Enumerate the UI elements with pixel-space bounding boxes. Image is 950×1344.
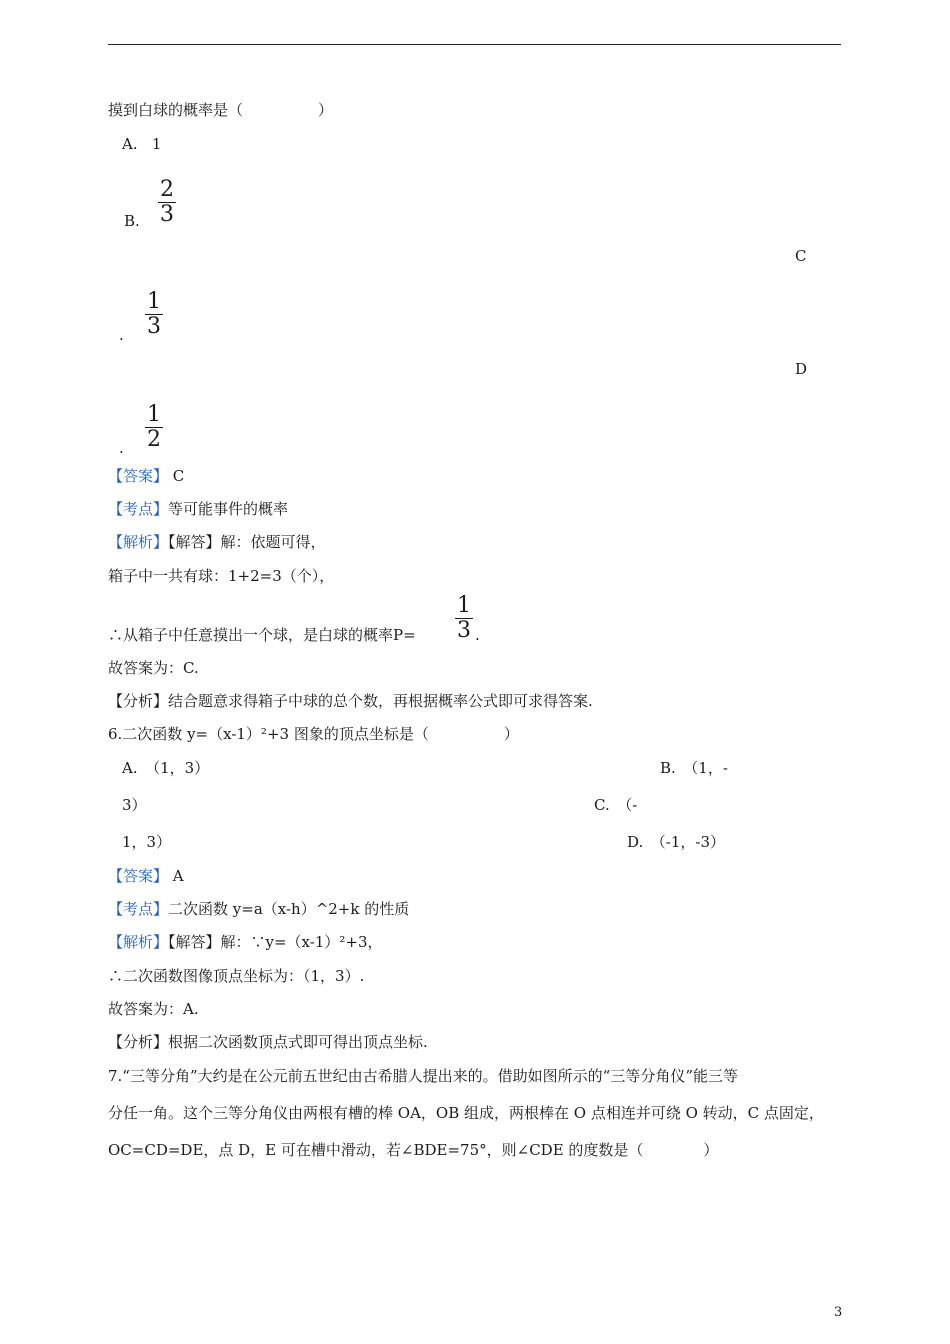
- kaodian-tag: 【考点】: [108, 500, 169, 518]
- q5-option-b-label: B.: [124, 212, 140, 230]
- fraction-denominator: 2: [147, 427, 161, 452]
- answer-tag: 【答案】: [108, 867, 169, 885]
- q6-solution-line-2: 故答案为：A.: [108, 1000, 199, 1018]
- kaodian-text: 二次函数 y=a（x-h）^2+k 的性质: [168, 900, 410, 918]
- fraction-denominator: 3: [147, 314, 161, 339]
- q6-stem: 6.二次函数 y=（x-1）²+3 图象的顶点坐标是（ ）: [108, 725, 519, 743]
- jiexi-text: 【解答】解：依题可得，: [168, 533, 326, 551]
- q5-option-c-label: C: [795, 247, 807, 265]
- q6-jiexi: [108, 932, 383, 952]
- page-number: 3: [834, 1305, 843, 1320]
- q5-solution-line-2: [108, 625, 416, 645]
- kaodian-text: 等可能事件的概率: [168, 500, 289, 518]
- q5-solution-line-1: 箱子中一共有球：1+2=3（个），: [108, 567, 335, 585]
- fraction-denominator: 3: [160, 202, 174, 227]
- q6-option-a: A. （1，3）: [122, 759, 210, 777]
- fraction-numerator: 1: [147, 289, 161, 314]
- q7-stem-line-2: 分任一角。这个三等分角仪由两根有槽的棒 OA，OB 组成，两根棒在 O 点相连并可绕 O 转动，C 点固定，: [108, 1104, 824, 1122]
- jiexi-text: 【解答】解：∵y=（x-1）²+3，: [168, 933, 383, 951]
- header-rule: [108, 44, 841, 45]
- option-label: A.: [122, 135, 138, 153]
- kaodian-tag: 【考点】: [108, 900, 169, 918]
- q5-solution-period: .: [475, 626, 480, 644]
- option-value: 1: [151, 135, 162, 153]
- fraction-numerator: 1: [457, 593, 471, 618]
- q5-stem-tail: 摸到白球的概率是（ ）: [108, 101, 334, 119]
- q6-option-d: D. （-1，-3）: [627, 833, 725, 851]
- q5-solution-line-3: 故答案为：C.: [108, 659, 199, 677]
- fraction-denominator: 3: [457, 618, 471, 643]
- q6-answer: [108, 866, 184, 886]
- q6-option-b-part2: 3）: [122, 796, 147, 814]
- q5-option-d-fraction: [142, 404, 166, 451]
- q6-option-c-part2: 1，3）: [122, 833, 172, 851]
- jiexi-tag: 【解析】: [108, 533, 169, 551]
- answer-value: C: [168, 467, 185, 485]
- q5-answer: [108, 466, 184, 486]
- q5-option-d-label: D: [795, 360, 808, 378]
- answer-tag: 【答案】: [108, 467, 169, 485]
- fraction-numerator: 1: [147, 402, 161, 427]
- q7-stem-line-1: 7.“三等分角”大约是在公元前五世纪由古希腊人提出来的。借助如图所示的“三等分角仪”能三等: [108, 1067, 738, 1085]
- fraction-numerator: 2: [160, 177, 174, 202]
- jiexi-tag: 【解析】: [108, 933, 169, 951]
- q5-option-c-fraction: [142, 291, 166, 338]
- q5-option-c-dot: .: [119, 326, 124, 344]
- q5-option-d-dot: .: [119, 439, 124, 457]
- q5-solution-fraction: [452, 595, 476, 642]
- answer-value: A: [168, 867, 184, 885]
- q7-stem-line-3: OC=CD=DE，点 D，E 可在槽中滑动，若∠BDE=75°，则∠CDE 的度数是（ ）: [108, 1141, 719, 1159]
- q6-fenxi: 【分析】根据二次函数顶点式即可得出顶点坐标.: [108, 1033, 428, 1051]
- q5-jiexi: [108, 532, 326, 552]
- q5-fenxi: 【分析】结合题意求得箱子中球的总个数，再根据概率公式即可求得答案.: [108, 692, 593, 710]
- q5-option-b-fraction: [155, 179, 179, 226]
- q6-option-c-part1: C. （-: [594, 796, 638, 814]
- q5-kaodian: [108, 499, 288, 519]
- q5-option-a: [122, 134, 161, 154]
- q6-kaodian: [108, 899, 409, 919]
- q6-option-b-part1: B. （1，-: [660, 759, 728, 777]
- solution-text: ∴从箱子中任意摸出一个球，是白球的概率P=: [108, 626, 416, 644]
- q6-solution-line-1: ∴二次函数图像顶点坐标为：（1，3）.: [108, 967, 365, 985]
